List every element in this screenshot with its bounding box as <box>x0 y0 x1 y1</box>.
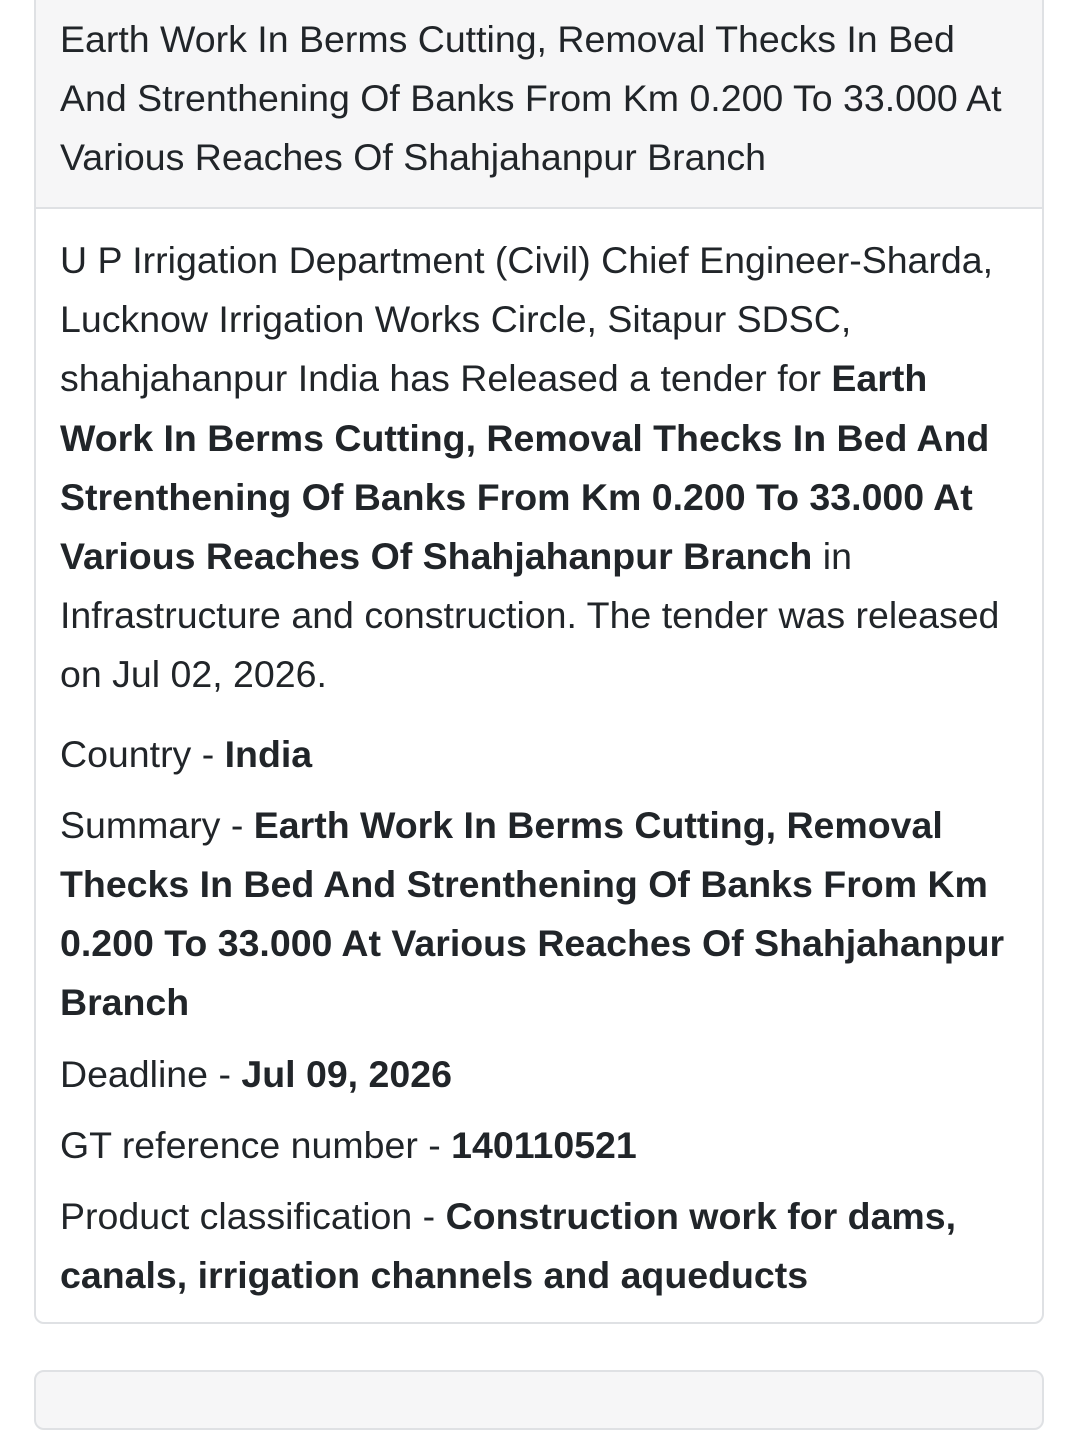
summary-value: Earth Work In Berms Cutting, Removal Thecks In Bed And Strenthening Of Banks From Km 0.200 To 33.000 At Various Reaches Of Shahjahanpur Branch <box>60 803 1005 1024</box>
gt-reference-field <box>60 1116 1022 1175</box>
country-value: India <box>224 732 313 775</box>
description-bold-title: Earth Work In Berms Cutting, Removal Thecks In Bed And Strenthening Of Banks From Km 0.200 To 33.000 At Various Reaches Of Shahjahanpur Branch <box>60 357 990 578</box>
tender-card-body <box>36 209 1042 1305</box>
next-tender-card[interactable] <box>34 1370 1044 1430</box>
product-classification-value: Construction work for dams, canals, irrigation channels and aqueducts <box>60 1195 957 1297</box>
product-classification-field <box>60 1187 1022 1305</box>
deadline-field <box>60 1045 1022 1104</box>
description-prefix: U P Irrigation Department (Civil) Chief Engineer-Sharda, Lucknow Irrigation Works Circle, Sitapur SDSC, shahjahanpur India has Released a tender for <box>60 239 994 400</box>
summary-label: Summary - <box>60 803 254 846</box>
tender-card <box>34 0 1044 1324</box>
tender-title[interactable]: Earth Work In Berms Cutting, Removal Thecks In Bed And Strenthening Of Banks From Km 0.200 To 33.000 At Various Reaches Of Shahjahanpur Branch <box>60 18 1002 178</box>
summary-field <box>60 796 1022 1033</box>
product-classification-label: Product classification - <box>60 1195 446 1238</box>
country-field <box>60 725 1022 784</box>
gt-reference-value: 140110521 <box>451 1123 637 1166</box>
description-suffix: in Infrastructure and construction. The tender was released on Jul 02, 2026. <box>60 535 1000 696</box>
gt-reference-label: GT reference number - <box>60 1123 452 1166</box>
deadline-label: Deadline - <box>60 1052 242 1095</box>
tender-description <box>60 231 1022 705</box>
tender-card-header <box>36 0 1042 209</box>
deadline-value: Jul 09, 2026 <box>241 1052 452 1095</box>
country-label: Country - <box>60 732 225 775</box>
